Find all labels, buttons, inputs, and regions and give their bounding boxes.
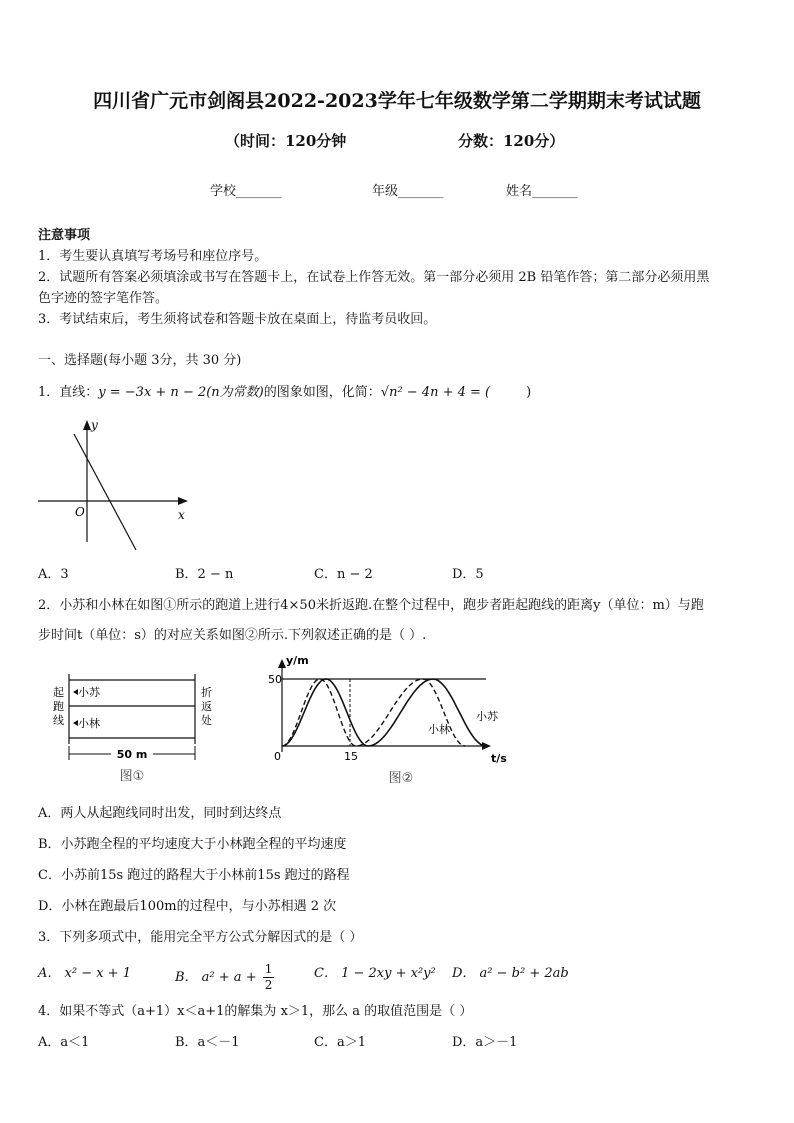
- q2-stem-2: 步时间t（单位：s）的对应关系如图②所示.下列叙述正确的是（ ）.: [38, 628, 427, 643]
- start-char-3: 线: [53, 714, 64, 727]
- q1-graph: [30, 412, 200, 552]
- q1-option-c: C．n − 2: [314, 567, 373, 582]
- school-field: 学校_______: [210, 184, 282, 199]
- turn-char-3: 处: [201, 714, 212, 727]
- q1-end: ): [526, 385, 532, 400]
- note-2-cont: 色字迹的签字笔作答。: [38, 291, 169, 306]
- exam-score: 分数：120分）: [458, 132, 565, 150]
- note-1: 1．考生要认真填写考场号和座位序号。: [38, 249, 268, 264]
- q1-x-arrow: [178, 497, 188, 505]
- fig2-tick-0: 0: [274, 750, 281, 763]
- q1-origin: O: [75, 505, 85, 519]
- q3-b-numerator: 1: [264, 962, 273, 976]
- fig1-caption: 图①: [119, 769, 145, 784]
- q1-option-d: D．5: [452, 567, 484, 582]
- q3-b-fraction: [263, 962, 275, 993]
- fig2-tick-50: 50: [268, 673, 282, 686]
- q3-option-b: [175, 962, 274, 993]
- q3-option-a: [38, 962, 131, 981]
- q3-b-text: B． a² + a +: [175, 970, 257, 985]
- q3-a-text: A． x² − x + 1: [38, 966, 131, 981]
- q3-option-d: [452, 962, 569, 981]
- turn-char-2: 返: [201, 700, 212, 713]
- q1-pre: 1．直线：: [38, 385, 99, 400]
- notes-heading: 注意事项: [38, 228, 91, 243]
- q3-b-denominator: 2: [264, 978, 273, 992]
- runner2-label: 小林: [78, 717, 100, 730]
- track-length: 50 m: [116, 748, 148, 761]
- start-char-1: 起: [53, 686, 64, 699]
- runner1-label: 小苏: [78, 686, 100, 699]
- turn-char-1: 折: [201, 686, 212, 699]
- q2-option-c: C．小苏前15s 跑过的路程大于小林前15s 跑过的路程: [38, 868, 350, 883]
- grade-field: 年级_______: [372, 184, 444, 199]
- q1-option-b: B．2 − n: [175, 567, 234, 582]
- q1-stem: [38, 381, 531, 400]
- q4-stem: 4．如果不等式（a+1）x＜a+1的解集为 x＞1，那么 a 的取值范围是（ ）: [38, 1004, 473, 1019]
- q2-stem-1: 2．小苏和小林在如图①所示的跑道上进行4×50米折返跑.在整个过程中，跑步者距起跑线的距离y（单位：m）与跑: [38, 598, 704, 613]
- exam-time: （时间：120分钟: [225, 132, 347, 150]
- q2-figure-1: [45, 660, 235, 788]
- q1-radical: √n² − 4n + 4 = (: [380, 385, 491, 400]
- q3-d-text: D． a² − b² + 2ab: [452, 966, 569, 981]
- q2-option-b: B．小苏跑全程的平均速度大于小林跑全程的平均速度: [38, 837, 347, 852]
- q4-option-c: C．a＞1: [314, 1035, 366, 1050]
- fig2-caption: 图②: [388, 771, 414, 786]
- q1-x-label: x: [178, 508, 185, 522]
- q2-option-d: D．小林在跑最后100m的过程中，与小苏相遇 2 次: [38, 899, 337, 914]
- fig2-label-su: 小苏: [476, 710, 498, 723]
- fig2-label-lin: 小林: [428, 723, 450, 736]
- q4-option-d: D．a＞－1: [452, 1035, 518, 1050]
- q4-option-b: B．a＜－1: [175, 1035, 240, 1050]
- q1-line: [74, 434, 136, 550]
- note-2: 2．试题所有答案必须填涂或书写在答题卡上，在试卷上作答无效。第一部分必须用 2B 铅笔作答；第二部分必须用黑: [38, 270, 710, 285]
- curve-xiaosu: [282, 679, 486, 746]
- fig2-y-label: y/m: [286, 654, 309, 667]
- q3-stem: 3．下列多项式中，能用完全平方公式分解因式的是（ ）: [38, 930, 363, 945]
- q1-option-a: A．3: [38, 567, 69, 582]
- q3-c-text: C． 1 − 2xy + x²y²: [314, 966, 436, 981]
- q2-option-a: A．两人从起跑线同时出发，同时到达终点: [38, 806, 282, 821]
- section-heading: 一、选择题(每小题 3分，共 30 分): [38, 353, 242, 368]
- page-title: 四川省广元市剑阁县2022-2023学年七年级数学第二学期期末考试试题: [93, 90, 701, 112]
- q1-y-arrow: [83, 420, 91, 430]
- name-field: 姓名_______: [506, 184, 578, 199]
- fig2-x-label: t/s: [491, 752, 507, 765]
- note-3: 3．考试结束后，考生须将试卷和答题卡放在桌面上，待监考员收回。: [38, 312, 437, 327]
- q3-option-c: [314, 962, 436, 981]
- start-char-2: 跑: [53, 700, 64, 713]
- fig2-tick-15: 15: [344, 750, 358, 763]
- q1-formula: y = −3x + n − 2(n为常数): [98, 385, 264, 400]
- q1-y-label: y: [91, 418, 98, 432]
- q4-option-a: A．a＜1: [38, 1035, 90, 1050]
- q2-figure-2: [268, 650, 513, 790]
- fig2-y-arrow: [278, 659, 286, 668]
- q1-mid: 的图象如图，化简：: [263, 385, 381, 400]
